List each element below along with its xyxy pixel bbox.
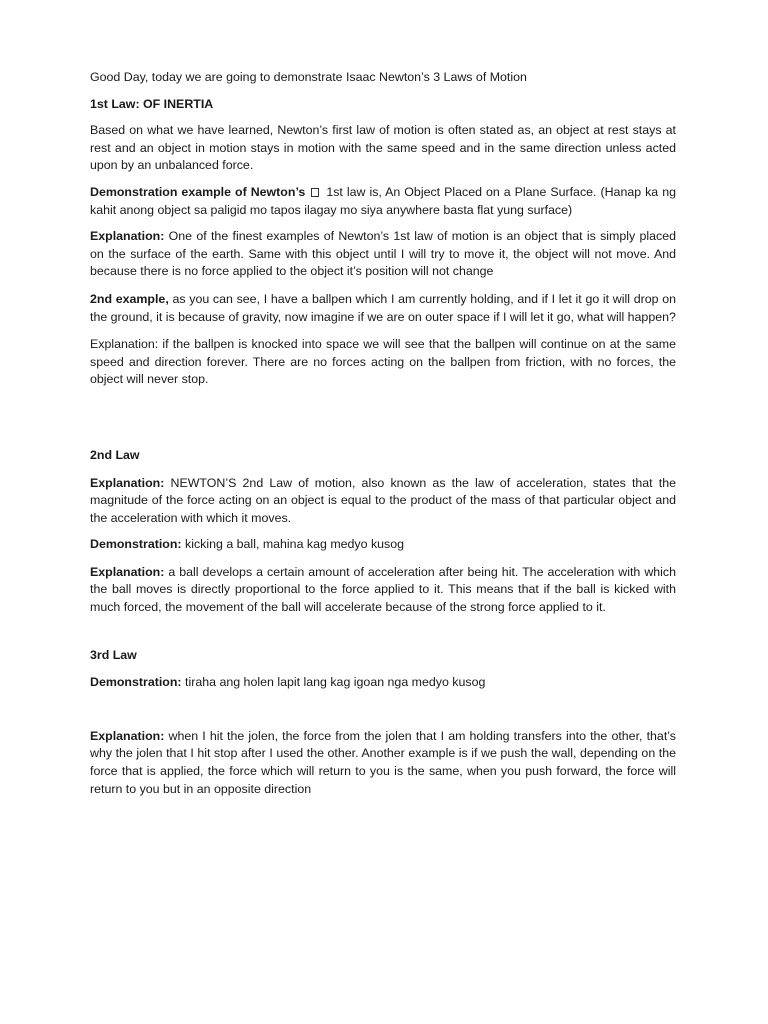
law1-statement: Based on what we have learned, Newton’s first law of motion is often stated as, an object at rest stays at rest and an object in motion stays in motion with the same speed and in the same direction unless acted upon by an unbalanced force. <box>90 123 676 173</box>
law1-explanation-text: One of the finest examples of Newton’s 1st law of motion is an object that is simply placed on the surface of the earth. Same with this object until I will try to move it, the object will not move. And because there is no force applied to the object it’s position will not change <box>90 229 676 279</box>
law3-demonstration <box>90 674 676 692</box>
law1-explanation2: Explanation: if the ballpen is knocked into space we will see that the ballpen will continue on at the same speed and direction forever. There are no forces acting on the ballpen from friction, with no forces, the object will never stop. <box>90 337 676 387</box>
law2-explanation2-label: Explanation: <box>90 564 165 579</box>
law1-explanation <box>90 228 676 281</box>
law1-demo-text: 1st law is, An Object Placed on a Plane Surface. (Hanap ka ng kahit anong object sa paligid mo tapos ilagay mo siya anywhere basta flat yung surface) <box>90 184 676 217</box>
missing-glyph-icon <box>311 188 319 197</box>
law2-heading: 2nd Law <box>90 447 140 462</box>
law1-heading: 1st Law: OF INERTIA <box>90 96 214 111</box>
law3-demo-label: Demonstration: <box>90 675 182 690</box>
law2-demonstration <box>90 536 676 554</box>
law2-demo-label: Demonstration: <box>90 537 182 552</box>
law3-explanation-text: when I hit the jolen, the force from the jolen that I am holding transfers into the other, that’s why the jolen that I hit stop after I used the other. Another example is if we push the wall, depending on the force that is applied, the force which will return to you is the same, when you push forward, the force will return to you but in an opposite direction <box>90 728 676 796</box>
law1-demonstration <box>90 184 676 219</box>
law3-demo-text: tiraha ang holen lapit lang kag igoan nga medyo kusog <box>181 675 486 690</box>
law1-example2-text: as you can see, I have a ballpen which I am currently holding, and if I let it go it will drop on the ground, it is because of gravity, now imagine if we are on outer space if I will let it go, what will happen? <box>90 291 676 324</box>
law1-demo-label: Demonstration example of Newton’s <box>90 184 306 199</box>
law2-explanation-label: Explanation: <box>90 475 165 490</box>
intro-line: Good Day, today we are going to demonstrate Isaac Newton’s 3 Laws of Motion <box>90 70 527 84</box>
law3-explanation <box>90 728 676 798</box>
law1-example2-label: 2nd example, <box>90 291 169 306</box>
law1-example2 <box>90 291 676 326</box>
law2-demo-text: kicking a ball, mahina kag medyo kusog <box>181 537 405 552</box>
law2-explanation <box>90 475 676 528</box>
law2-explanation-text: NEWTON’S 2nd Law of motion, also known as the law of acceleration, states that the magnitude of the force acting on an object is equal to the product of the mass of that particular object and the acceleration with which it moves. <box>90 475 676 525</box>
law1-explanation-label: Explanation: <box>90 229 165 244</box>
law3-heading: 3rd Law <box>90 647 137 662</box>
law3-explanation-label: Explanation: <box>90 728 165 743</box>
law2-explanation2 <box>90 564 676 617</box>
law2-explanation2-text: a ball develops a certain amount of acceleration after being hit. The acceleration with which the ball moves is directly proportional to the force applied to it. This means that if the ball is kicked with much forced, the movement of the ball will accelerate because of the strong force applied to it. <box>90 564 676 615</box>
